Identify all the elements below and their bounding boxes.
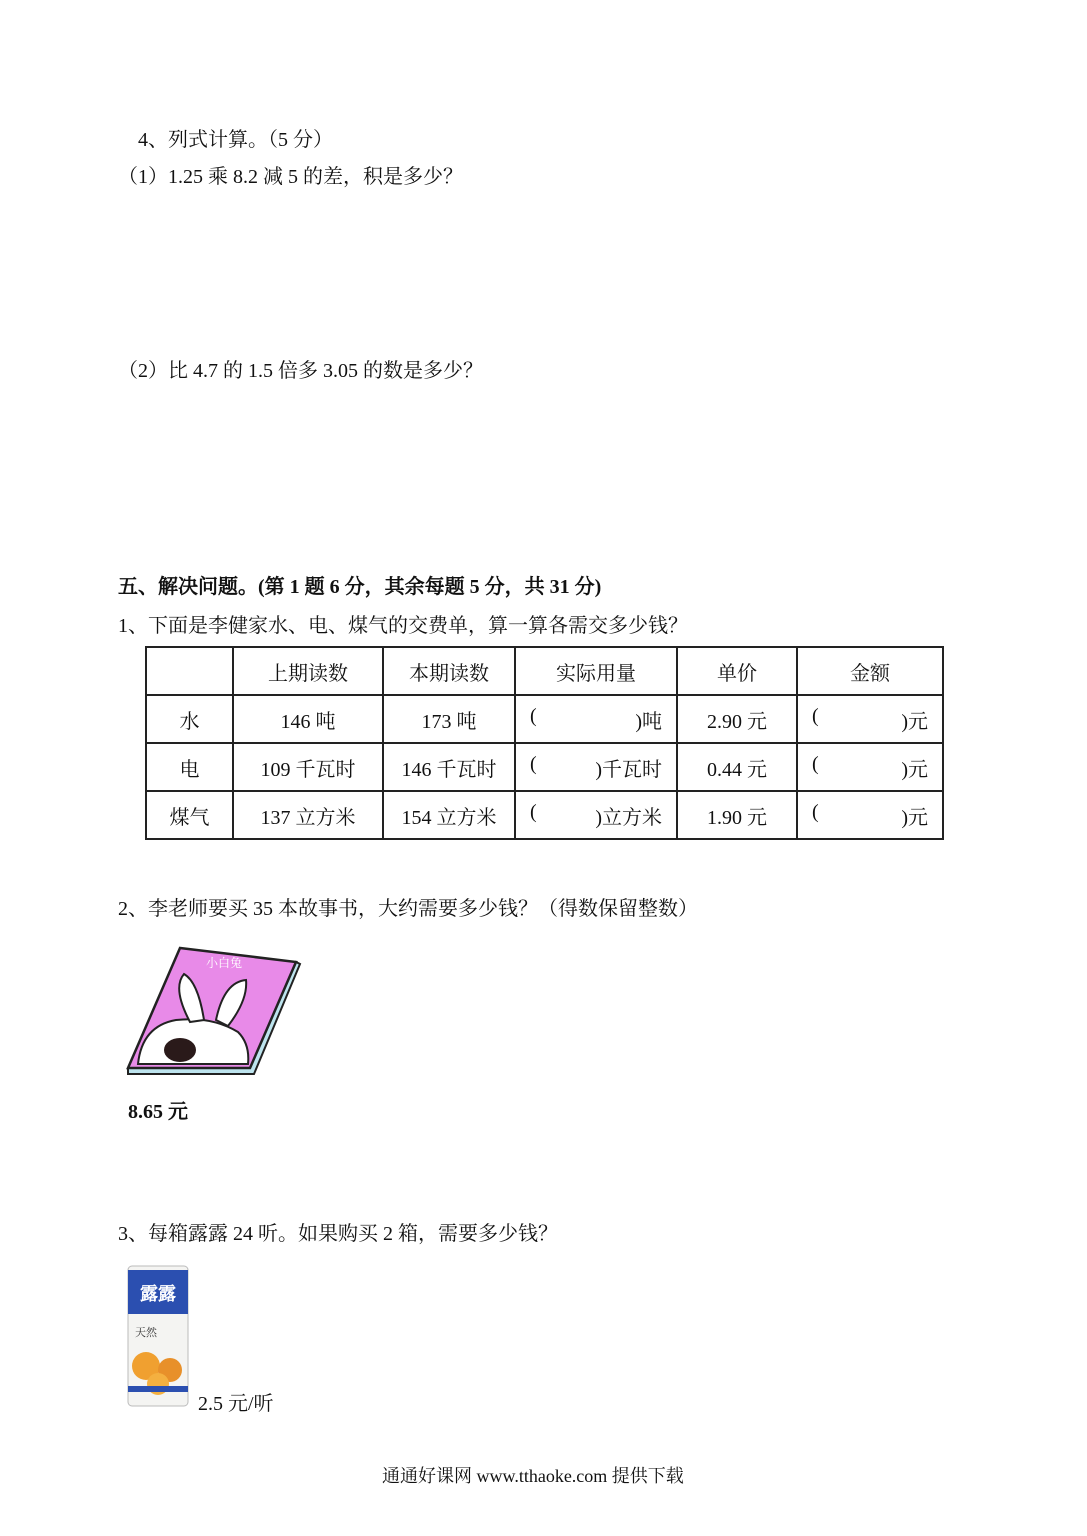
table-header-cell: 单价: [677, 647, 797, 695]
blank-open: (: [812, 704, 819, 727]
blank-open: (: [812, 800, 819, 823]
section4-heading: 4、列式计算。（5 分）: [138, 129, 333, 151]
lulu-can-image: [118, 1260, 198, 1410]
blank-close: )吨: [635, 710, 662, 733]
row-prev: 137 立方米: [233, 791, 383, 839]
row-item: 水: [146, 695, 233, 743]
row-price: 2.90 元: [677, 695, 797, 743]
utility-bill-table: [145, 646, 944, 840]
blank-open: (: [530, 704, 537, 727]
question-5-2: 2、李老师要买 35 本故事书，大约需要多少钱？（得数保留整数）: [118, 898, 698, 920]
row-item: 煤气: [146, 791, 233, 839]
blank-close: )立方米: [595, 806, 662, 829]
row-usage-blank: [515, 695, 677, 743]
table-header-row: [146, 647, 943, 695]
blank-open: (: [530, 752, 537, 775]
row-curr: 173 吨: [383, 695, 515, 743]
row-usage-blank: [515, 791, 677, 839]
table-header-cell: 本期读数: [383, 647, 515, 695]
table-row: [146, 695, 943, 743]
table-row: [146, 791, 943, 839]
question-4-1: （1）1.25 乘 8.2 减 5 的差，积是多少？: [118, 166, 463, 188]
table-header-cell: 上期读数: [233, 647, 383, 695]
blank-open: (: [530, 800, 537, 823]
question-5-3: 3、每箱露露 24 听。如果购买 2 箱，需要多少钱？: [118, 1223, 558, 1245]
row-price: 0.44 元: [677, 743, 797, 791]
row-curr: 154 立方米: [383, 791, 515, 839]
can-price: 2.5 元/听: [198, 1393, 274, 1415]
row-amount-blank: [797, 743, 943, 791]
row-item: 电: [146, 743, 233, 791]
row-prev: 109 千瓦时: [233, 743, 383, 791]
row-curr: 146 千瓦时: [383, 743, 515, 791]
table-header-cell: [146, 647, 233, 695]
row-amount-blank: [797, 791, 943, 839]
row-usage-blank: [515, 743, 677, 791]
section5-heading: 五、解决问题。(第 1 题 6 分，其余每题 5 分，共 31 分): [118, 576, 602, 598]
table-header-cell: 实际用量: [515, 647, 677, 695]
blank-close: )千瓦时: [595, 758, 662, 781]
question-4-2: （2）比 4.7 的 1.5 倍多 3.05 的数是多少？: [118, 360, 483, 382]
page-footer: 通通好课网 www.tthaoke.com 提供下载: [382, 1466, 684, 1486]
can-text: 天然: [135, 1326, 157, 1339]
table-row: [146, 743, 943, 791]
row-amount-blank: [797, 695, 943, 743]
storybook-image: [120, 940, 305, 1080]
question-5-1: 1、下面是李健家水、电、煤气的交费单，算一算各需交多少钱？: [118, 615, 688, 637]
blank-open: (: [812, 752, 819, 775]
row-prev: 146 吨: [233, 695, 383, 743]
table-header-cell: 金额: [797, 647, 943, 695]
blank-close: )元: [901, 806, 928, 829]
blank-close: )元: [901, 758, 928, 781]
book-price: 8.65 元: [128, 1101, 188, 1123]
row-price: 1.90 元: [677, 791, 797, 839]
blank-close: )元: [901, 710, 928, 733]
book-title: 小白兔: [205, 956, 243, 970]
can-brand: 露露: [140, 1284, 176, 1305]
